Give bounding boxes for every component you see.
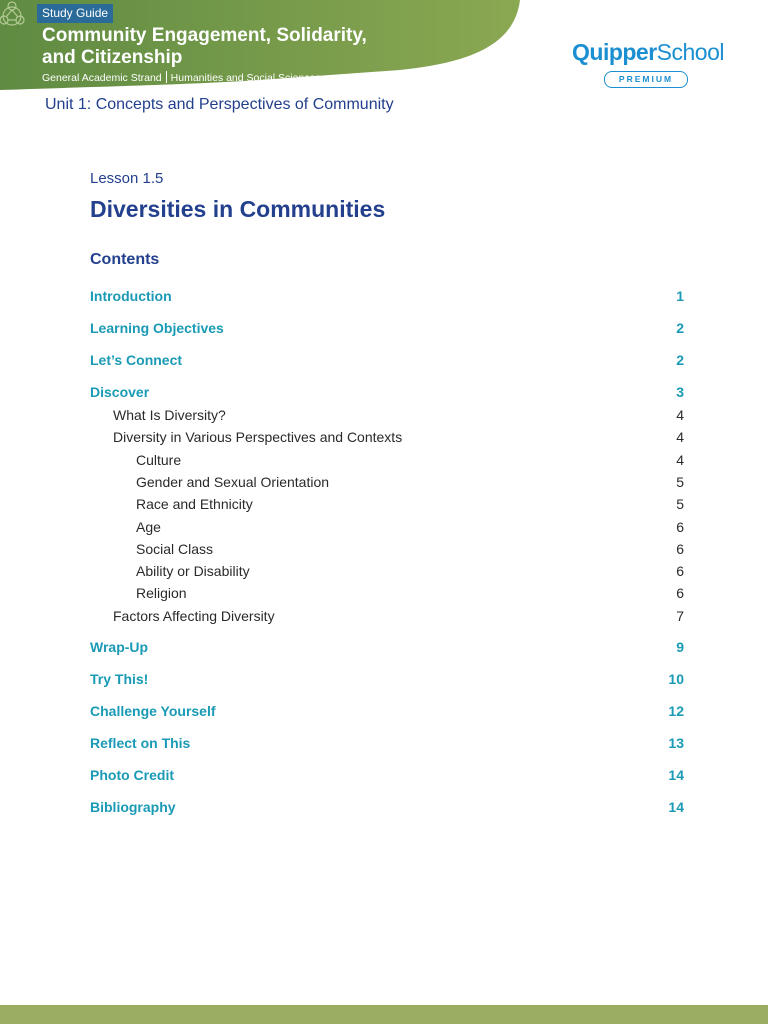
toc-entry-page: 9 xyxy=(676,639,684,655)
toc-entry-page: 13 xyxy=(668,735,684,751)
toc-entry[interactable] xyxy=(90,405,684,425)
toc-entry[interactable] xyxy=(90,517,684,537)
toc-entry[interactable] xyxy=(90,797,684,817)
toc-entry-page: 7 xyxy=(676,608,684,624)
toc-entry-page: 2 xyxy=(676,352,684,368)
toc-entry-page: 10 xyxy=(668,671,684,687)
toc-entry-page: 4 xyxy=(676,452,684,468)
toc-entry-label: Wrap-Up xyxy=(90,639,149,655)
quipper-school-logo xyxy=(572,38,732,90)
toc-entry[interactable] xyxy=(90,606,684,626)
toc-entry-label: Age xyxy=(136,519,161,535)
toc-entry-page: 6 xyxy=(676,519,684,535)
toc-entry-label: What Is Diversity? xyxy=(113,407,226,423)
toc-entry[interactable] xyxy=(90,350,684,370)
course-title: Community Engagement, Solidarity, and Citizenship xyxy=(42,25,367,68)
toc-entry-page: 5 xyxy=(676,496,684,512)
toc-entry-label: Photo Credit xyxy=(90,767,174,783)
toc-entry[interactable] xyxy=(90,318,684,338)
toc-entry-label: Try This! xyxy=(90,671,149,687)
toc-entry[interactable] xyxy=(90,561,684,581)
toc-entry[interactable] xyxy=(90,733,684,753)
study-guide-tag: Study Guide xyxy=(37,4,113,23)
lesson-title: Diversities in Communities xyxy=(90,196,386,222)
toc-entry-label: Ability or Disability xyxy=(136,563,250,579)
toc-entry[interactable] xyxy=(90,701,684,721)
toc-entry-label: Race and Ethnicity xyxy=(136,496,253,512)
unit-heading: Unit 1: Concepts and Perspectives of Community xyxy=(45,96,394,113)
community-emblem-icon xyxy=(0,0,36,36)
toc-entry-label: Discover xyxy=(90,384,150,400)
toc-entry[interactable] xyxy=(90,669,684,689)
toc-entry[interactable] xyxy=(90,472,684,492)
toc-entry-label: Diversity in Various Perspectives and Contexts xyxy=(113,429,403,445)
strand-divider xyxy=(166,71,167,83)
strand-label: General Academic Strand xyxy=(42,72,162,84)
toc-entry-page: 2 xyxy=(676,320,684,336)
toc-entry[interactable] xyxy=(90,494,684,514)
toc-entry-label: Reflect on This xyxy=(90,735,191,751)
toc-entry[interactable] xyxy=(90,583,684,603)
toc-entry[interactable] xyxy=(90,382,684,402)
toc-entry-page: 6 xyxy=(676,563,684,579)
contents-heading: Contents xyxy=(90,251,160,268)
toc-entry-label: Religion xyxy=(136,585,187,601)
toc-entry[interactable] xyxy=(90,427,684,447)
track-label: Humanities and Social Sciences xyxy=(170,72,321,84)
toc-entry[interactable] xyxy=(90,637,684,657)
toc-entry-label: Culture xyxy=(136,452,182,468)
toc-entry-page: 6 xyxy=(676,585,684,601)
toc-entry-page: 4 xyxy=(676,407,684,423)
toc-entry-label: Introduction xyxy=(90,288,172,304)
premium-badge: PREMIUM xyxy=(604,71,688,88)
toc-entry-page: 12 xyxy=(668,703,684,719)
toc-entry[interactable] xyxy=(90,286,684,306)
toc-entry-page: 5 xyxy=(676,474,684,490)
toc-entry[interactable] xyxy=(90,765,684,785)
logo-brand-light: School xyxy=(656,39,724,65)
header-banner xyxy=(0,0,530,90)
logo-brand-bold: Quipper xyxy=(572,39,657,65)
toc-entry-label: Learning Objectives xyxy=(90,320,224,336)
strand-line xyxy=(42,71,321,85)
toc-entry-label: Challenge Yourself xyxy=(90,703,216,719)
toc-entry-page: 14 xyxy=(668,799,684,815)
toc-entry-page: 3 xyxy=(676,384,684,400)
toc-entry[interactable] xyxy=(90,450,684,470)
lesson-label: Lesson 1.5 xyxy=(90,170,164,187)
toc-entry-label: Social Class xyxy=(136,541,214,557)
toc-entry-page: 14 xyxy=(668,767,684,783)
footer-bar xyxy=(0,1005,768,1024)
toc-entry-label: Factors Affecting Diversity xyxy=(113,608,275,624)
toc-entry-label: Let’s Connect xyxy=(90,352,183,368)
toc-entry[interactable] xyxy=(90,539,684,559)
toc-entry-page: 1 xyxy=(676,288,684,304)
toc-entry-label: Gender and Sexual Orientation xyxy=(136,474,330,490)
toc-entry-page: 6 xyxy=(676,541,684,557)
toc-entry-page: 4 xyxy=(676,429,684,445)
toc-entry-label: Bibliography xyxy=(90,799,176,815)
